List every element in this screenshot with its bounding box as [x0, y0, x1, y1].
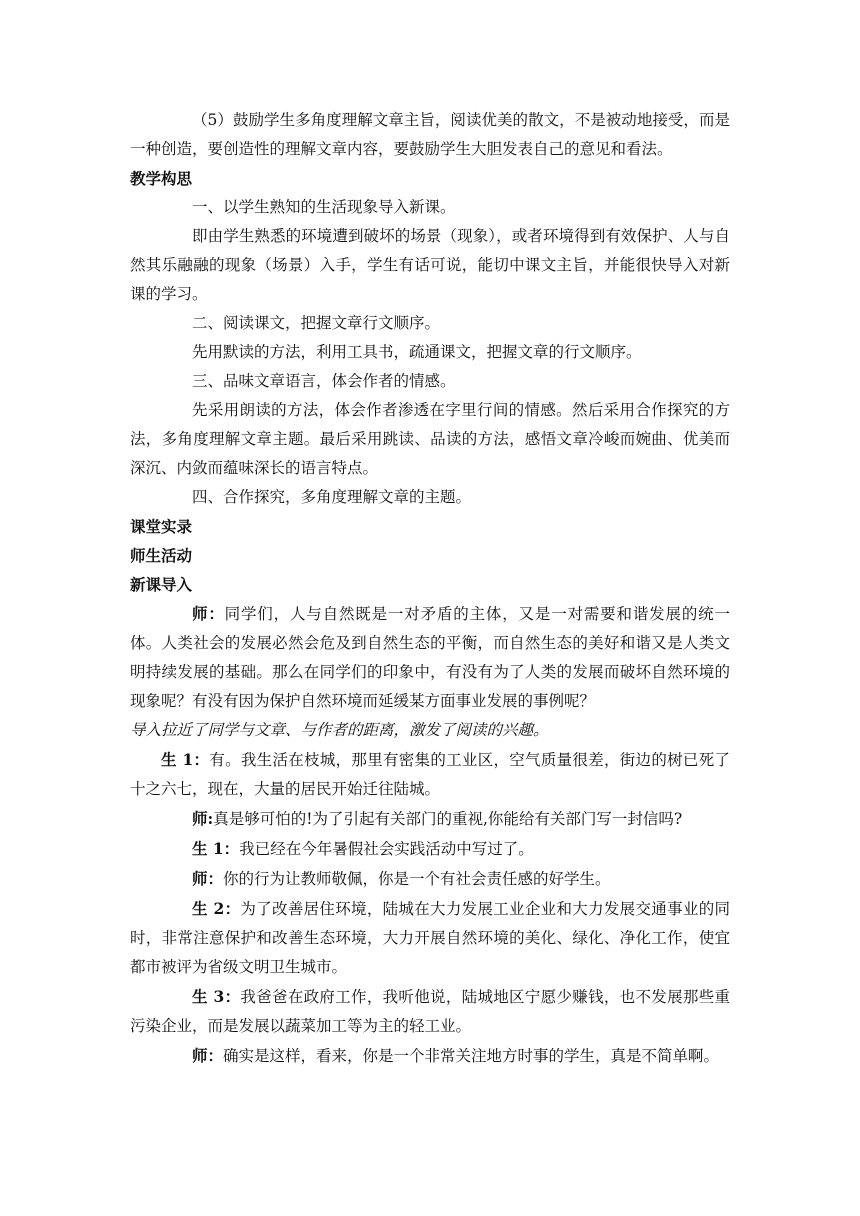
dialogue-line — [130, 894, 730, 982]
heading-activity: 师生活动 — [130, 546, 193, 565]
heading-teaching-design: 教学构思 — [130, 169, 193, 188]
speaker-label: 师： — [192, 604, 225, 623]
speaker-label: 师： — [192, 869, 224, 888]
step-4: 四、合作探究，多角度理解文章的主题。 — [192, 488, 472, 506]
paragraph-goal-5: （5）鼓励学生多角度理解文章主旨，阅读优美的散文，不是被动地接受，而是一种创造，要创造性的理解文章内容，要鼓励学生大胆发表自己的意见和看法。 — [130, 111, 730, 158]
dialogue-text: 确实是这样，看来，你是一个非常关注地方时事的学生，真是不简单啊。 — [223, 1047, 720, 1065]
paragraph-step-1: 即由学生熟悉的环境遭到破坏的场景（现象），或者环境得到有效保护、人与自然其乐融融的现象（场景）入手，学生有话可说，能切中课文主旨，并能很快导入对新课的学习。 — [130, 227, 730, 303]
dialogue-line — [130, 982, 730, 1041]
dialogue-line — [130, 804, 730, 834]
speaker-label: 师： — [192, 1046, 224, 1065]
dialogue-text: 有。我生活在枝城，那里有密集的工业区，空气质量很差，街边的树已死了十之六七，现在，大量的居民开始迁往陆城。 — [130, 751, 730, 798]
step-2: 二、阅读课文，把握文章行文顺序。 — [192, 314, 441, 332]
dialogue-text: 我爸爸在政府工作，我听他说，陆城地区宁愿少赚钱，也不发展那些重污染企业，而是发展以蔬菜加工等为主的轻工业。 — [130, 988, 730, 1035]
margin-note: 导入拉近了同学与文章、与作者的距离，激发了阅读的兴趣。 — [130, 721, 549, 739]
dialogue-line — [130, 1041, 730, 1071]
step-3: 三、品味文章语言，体会作者的情感。 — [192, 372, 456, 390]
step-1: 一、以学生熟知的生活现象导入新课。 — [192, 198, 456, 216]
dialogue-line — [130, 745, 730, 804]
heading-class-record: 课堂实录 — [130, 517, 193, 536]
speaker-label: 师: — [192, 809, 214, 828]
speaker-label: 生 3： — [192, 987, 241, 1006]
speaker-label: 生 1： — [161, 750, 210, 769]
document-page — [130, 106, 730, 1071]
paragraph-step-3: 先采用朗读的方法，体会作者渗透在字里行间的情感。然后采用合作探究的方法，多角度理解文章主题。最后采用跳读、品读的方法，感悟文章冷峻而婉曲、优美而深沉、内敛而蕴味深长的语言特点。 — [130, 401, 730, 477]
heading-intro: 新课导入 — [130, 575, 193, 594]
dialogue-text: 同学们，人与自然既是一对矛盾的主体，又是一对需要和谐发展的统一体。人类社会的发展必然会危及到自然生态的平衡，而自然生态的美好和谐又是人类文明持续发展的基础。那么在同学们的印象中，有没有为了人类的发展而破坏自然环境的现象呢？有没有因为保护自然环境而延缓某方面事业发展的事例呢？ — [130, 605, 730, 710]
dialogue-text: 真是够可怕的!为了引起有关部门的重视,你能给有关部门写一封信吗? — [213, 810, 683, 828]
speaker-label: 生 1： — [192, 839, 240, 858]
paragraph-step-2: 先用默读的方法，利用工具书，疏通课文，把握文章的行文顺序。 — [192, 343, 642, 361]
dialogue-text: 我已经在今年暑假社会实践活动中写过了。 — [239, 840, 534, 858]
dialogue-text: 你的行为让教师敬佩，你是一个有社会责任感的好学生。 — [223, 870, 611, 888]
dialogue-line — [130, 599, 730, 716]
dialogue-line — [130, 834, 730, 864]
dialogue-text: 为了改善居住环境，陆城在大力发展工业企业和大力发展交通事业的同时，非常注意保护和改善生态环境，大力开展自然环境的美化、绿化、净化工作，使宜都市被评为省级文明卫生城市。 — [130, 900, 730, 976]
speaker-label: 生 2： — [192, 899, 241, 918]
dialogue-line — [130, 864, 730, 894]
